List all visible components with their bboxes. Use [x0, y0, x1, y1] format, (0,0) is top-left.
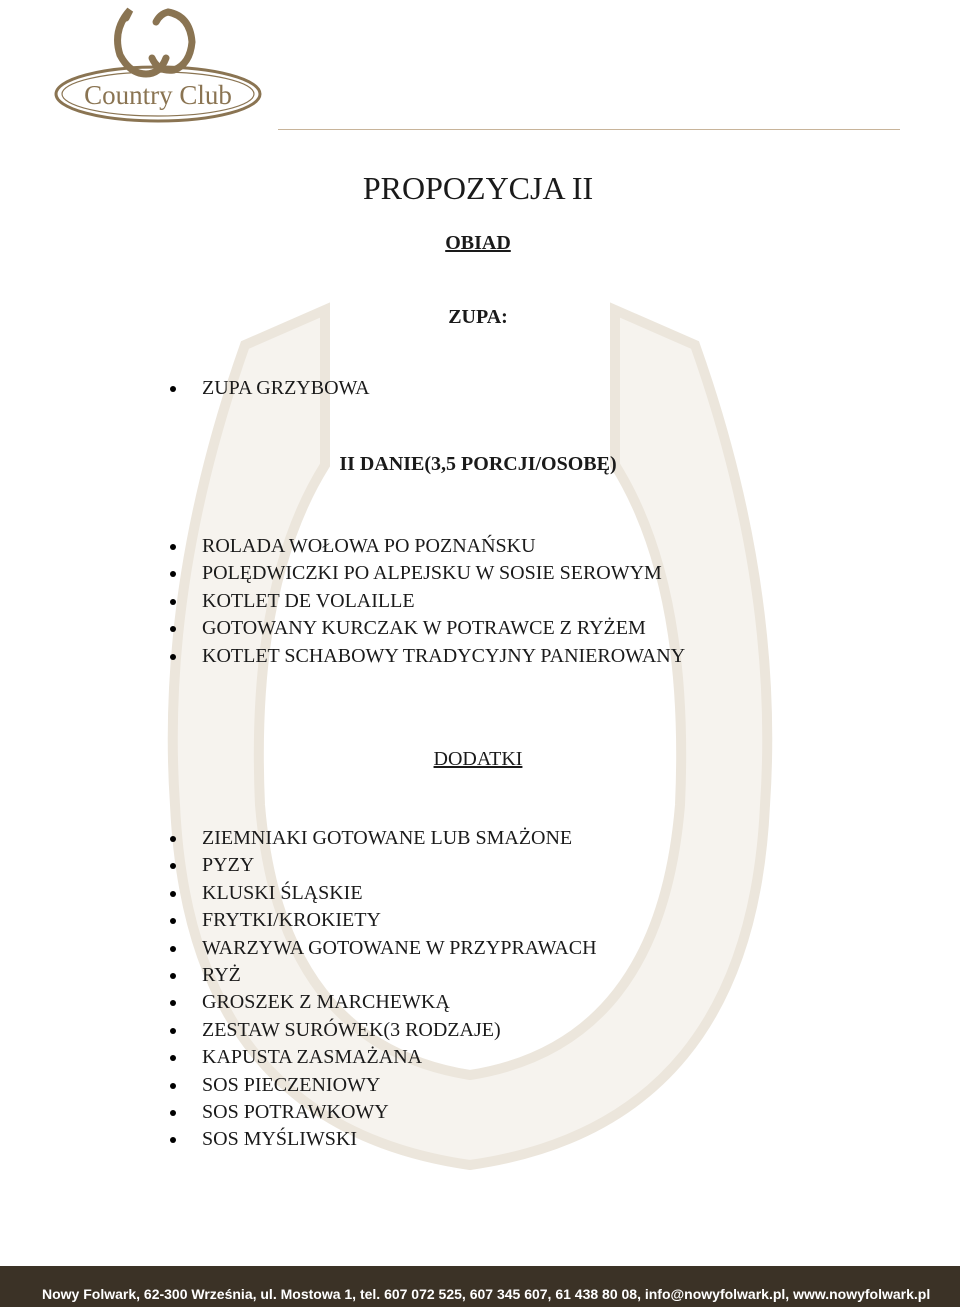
list-item: PYZY	[170, 852, 597, 879]
list-item: KAPUSTA ZASMAŻANA	[170, 1044, 597, 1071]
list-item: FRYTKI/KROKIETY	[170, 907, 597, 934]
country-club-logo	[48, 0, 270, 128]
list-item: KOTLET DE VOLAILLE	[170, 588, 685, 615]
list-item: SOS MYŚLIWSKI	[170, 1126, 597, 1153]
list-item: KLUSKI ŚLĄSKIE	[170, 880, 597, 907]
list-item: POLĘDWICZKI PO ALPEJSKU W SOSIE SEROWYM	[170, 560, 685, 587]
list-item: ZESTAW SURÓWEK(3 RODZAJE)	[170, 1017, 597, 1044]
list-item: ZUPA GRZYBOWA	[170, 375, 370, 402]
list-item: SOS PIECZENIOWY	[170, 1072, 597, 1099]
logo-text: Country Club	[84, 80, 232, 110]
list-item: GOTOWANY KURCZAK W POTRAWCE Z RYŻEM	[170, 615, 685, 642]
footer-contact: Nowy Folwark, 62-300 Września, ul. Mostowa 1, tel. 607 072 525, 607 345 607, 61 438 80 08, info@nowyfolwark.pl, www.nowyfolwark.pl	[42, 1286, 931, 1302]
list-item: KOTLET SCHABOWY TRADYCYJNY PANIEROWANY	[170, 643, 685, 670]
page-title: PROPOZYCJA II	[362, 170, 594, 206]
sides-list	[170, 825, 597, 1154]
list-item: RYŻ	[170, 962, 597, 989]
sides-heading: DODATKI	[433, 748, 523, 770]
footer-contact-bar	[0, 1266, 960, 1307]
soup-heading: ZUPA:	[448, 306, 508, 328]
list-item: SOS POTRAWKOWY	[170, 1099, 597, 1126]
meal-heading: OBIAD	[445, 232, 511, 254]
horseshoe-icon	[118, 10, 192, 74]
list-item: ZIEMNIAKI GOTOWANE LUB SMAŻONE	[170, 825, 597, 852]
list-item: GROSZEK Z MARCHEWKĄ	[170, 989, 597, 1016]
list-item: WARZYWA GOTOWANE W PRZYPRAWACH	[170, 935, 597, 962]
soup-list	[170, 375, 370, 402]
main-course-heading: II DANIE(3,5 PORCJI/OSOBĘ)	[339, 453, 617, 475]
list-item: ROLADA WOŁOWA PO POZNAŃSKU	[170, 533, 685, 560]
header-rule	[278, 129, 900, 130]
main-course-list	[170, 533, 685, 670]
